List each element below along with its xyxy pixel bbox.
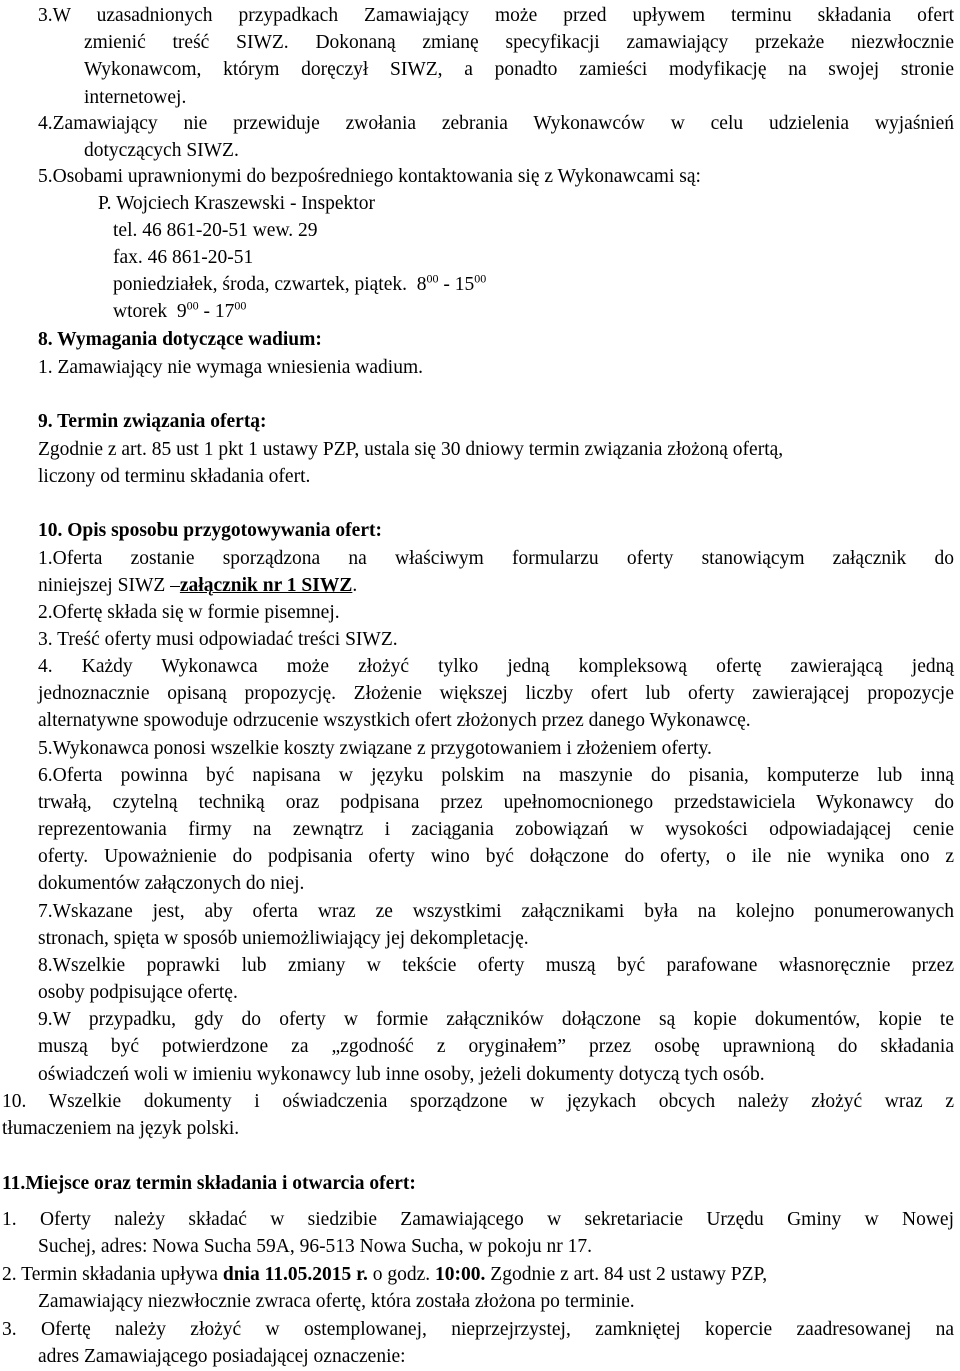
- paragraph-line: dokumentów załączonych do niej.: [38, 873, 305, 894]
- paragraph-line: 5.Osobami uprawnionymi do bezpośredniego kontaktowania się z Wykonawcami są:: [38, 166, 701, 187]
- paragraph-line: 2.Ofertę składa się w formie pisemnej.: [38, 602, 340, 623]
- contact-fax: fax. 46 861-20-51: [113, 247, 254, 268]
- office-hours-line: poniedziałek, środa, czwartek, piątek. $8^{00} - 15^{00}$: [113, 271, 487, 295]
- paragraph-line: internetowej.: [84, 87, 187, 108]
- contact-name: P. Wojciech Kraszewski - Inspektor: [98, 193, 375, 214]
- paragraph-line: stronach, spięta w sposób uniemożliwiający jej dekompletację.: [38, 928, 529, 949]
- section-heading: 10. Opis sposobu przygotowywania ofert:: [38, 520, 382, 541]
- paragraph-line: 9.W przypadku, gdy do oferty w formie załączników dołączone są kopie dokumentów, kopie te: [38, 1009, 954, 1030]
- paragraph-line: 2. Termin składania upływa dnia 11.05.2015 r. o godz. 10:00. Zgodnie z art. 84 ust 2 ustawy PZP,: [2, 1264, 768, 1285]
- section-heading: 9. Termin związania ofertą:: [38, 411, 267, 432]
- list-number: 3.: [38, 5, 53, 26]
- paragraph-line: Suchej, adres: Nowa Sucha 59A, 96-513 Nowa Sucha, w pokoju nr 17.: [38, 1236, 593, 1257]
- paragraph-line: 4. Każdy Wykonawca może złożyć tylko jedną kompleksową ofertę zawierającą jedną: [38, 656, 954, 677]
- paragraph-line: tłumaczeniem na język polski.: [2, 1118, 240, 1139]
- paragraph-line: dotyczących SIWZ.: [84, 140, 239, 161]
- paragraph-line: liczony od terminu składania ofert.: [38, 466, 311, 487]
- office-hours-line: wtorek $9^{00} - 17^{00}$: [113, 298, 247, 322]
- paragraph-line: 3. Ofertę należy złożyć w ostemplowanej, nieprzejrzystej, zamkniętej kopercie zaadresowanej na: [2, 1319, 955, 1340]
- paragraph-line: oferty. Upoważnienie do podpisania oferty wino być dołączone do oferty, o ile nie wynika ono z: [38, 846, 954, 867]
- paragraph-line: adres Zamawiającego posiadającej oznaczenie:: [38, 1346, 406, 1367]
- paragraph-line: 6.Oferta powinna być napisana w języku polskim na maszynie do pisania, komputerze lub inną: [38, 765, 954, 786]
- paragraph-line: 1. Zamawiający nie wymaga wniesienia wadium.: [38, 357, 423, 378]
- paragraph-line: muszą być potwierdzone za „zgodność z oryginałem” przez osobę uprawnioną do składania: [38, 1036, 954, 1057]
- paragraph-line: 1.Oferta zostanie sporządzona na właściwym formularzu oferty stanowiącym załącznik do: [38, 548, 954, 569]
- paragraph-line: 8.Wszelkie poprawki lub zmiany w tekście oferty muszą być parafowane własnoręcznie przez: [38, 955, 954, 976]
- paragraph-line: zmienić treść SIWZ. Dokonaną zmianę specyfikacji zamawiający przekaże niezwłocznie: [84, 32, 954, 53]
- contact-phone: tel. 46 861-20-51 wew. 29: [113, 220, 318, 241]
- paragraph-line: alternatywne spowoduje odrzucenie wszystkich ofert złożonych przez danego Wykonawcę.: [38, 710, 751, 731]
- paragraph-line: 4.Zamawiający nie przewiduje zwołania zebrania Wykonawców w celu udzielenia wyjaśnień: [38, 113, 954, 134]
- paragraph-line: 5.Wykonawca ponosi wszelkie koszty związane z przygotowaniem i złożeniem oferty.: [38, 738, 712, 759]
- section-heading: 8. Wymagania dotyczące wadium:: [38, 329, 322, 350]
- paragraph-line: oświadczeń woli w imieniu wykonawcy lub inne osoby, jeżeli dokumenty dotyczą tych osób.: [38, 1064, 765, 1085]
- paragraph-line: Zamawiający niezwłocznie zwraca ofertę, która została złożona po terminie.: [38, 1291, 635, 1312]
- paragraph-line: jednoznacznie opisaną propozycję. Złożenie większej liczby ofert lub oferty zawierającej propozycje: [38, 683, 954, 704]
- paragraph-line: osoby podpisujące ofertę.: [38, 982, 238, 1003]
- paragraph-line: Zgodnie z art. 85 ust 1 pkt 1 ustawy PZP, ustala się 30 dniowy termin związania złożoną ofertą,: [38, 439, 784, 460]
- paragraph-line: 1. Oferty należy składać w siedzibie Zamawiającego w sekretariacie Urzędu Gminy w Nowej: [2, 1209, 954, 1230]
- paragraph-line: trwałą, czytelną techniką oraz podpisana przez upełnomocnionego przedstawiciela Wykonawcy do: [38, 792, 954, 813]
- paragraph-line: 10. Wszelkie dokumenty i oświadczenia sporządzone w językach obcych należy złożyć wraz z: [2, 1091, 954, 1112]
- paragraph-line: 3.W uzasadnionych przypadkach Zamawiający może przed upływem terminu składania ofert: [38, 5, 954, 26]
- paragraph-line: 3. Treść oferty musi odpowiadać treści SIWZ.: [38, 629, 398, 650]
- paragraph-line: reprezentowania firmy na zewnątrz i zaciągania zobowiązań w wysokości odpowiadającej cenie: [38, 819, 954, 840]
- paragraph-line: 7.Wskazane jest, aby oferta wraz ze wszystkimi załącznikami była na kolejno ponumerowanych: [38, 901, 954, 922]
- paragraph-line: Wykonawcom, którym doręczył SIWZ, a ponadto zamieści modyfikację na swojej stronie: [84, 59, 954, 80]
- paragraph-line: niniejszej SIWZ –załącznik nr 1 SIWZ.: [38, 575, 358, 596]
- section-heading: 11.Miejsce oraz termin składania i otwarcia ofert:: [2, 1173, 416, 1194]
